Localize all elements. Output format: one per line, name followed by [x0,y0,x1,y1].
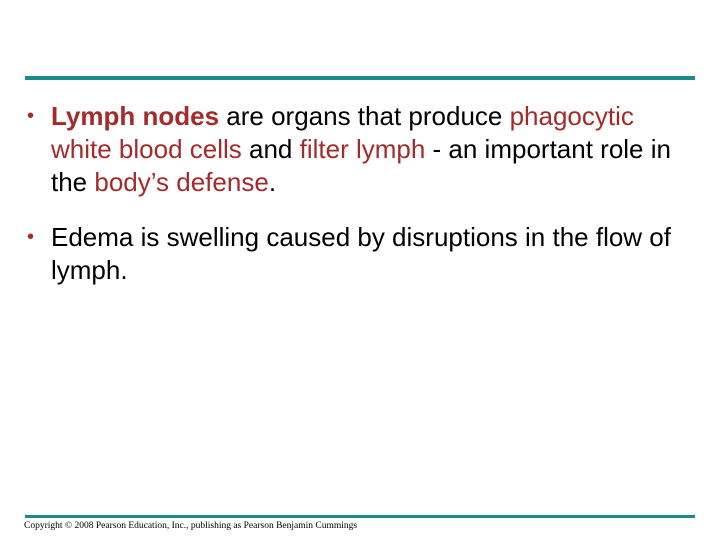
bottom-divider [25,515,695,518]
bullet-segment: Edema is swelling caused by disruptions in the flow of lymph. [51,222,671,285]
bullet-segment: - an important role in the [51,134,671,197]
bullet-marker: • [27,105,35,127]
top-divider [25,76,695,80]
bullet-segment: filter lymph [299,134,426,164]
bullet-segment: . [268,167,277,197]
bullet-segment: and [241,134,300,164]
bullet-segment: phagocytic white blood cells [51,101,634,164]
bullet-list [27,100,697,309]
bullet-edema [27,221,697,287]
copyright-notice: Copyright © 2008 Pearson Education, Inc., publishing as Pearson Benjamin Cummings [24,521,358,531]
bullet-marker: • [27,226,35,248]
bullet-segment: body’s defense [94,167,269,197]
bullet-lymph-nodes [27,100,697,199]
bullet-segment: are organs that produce [219,101,510,131]
bullet-segment: Lymph nodes [51,101,220,131]
